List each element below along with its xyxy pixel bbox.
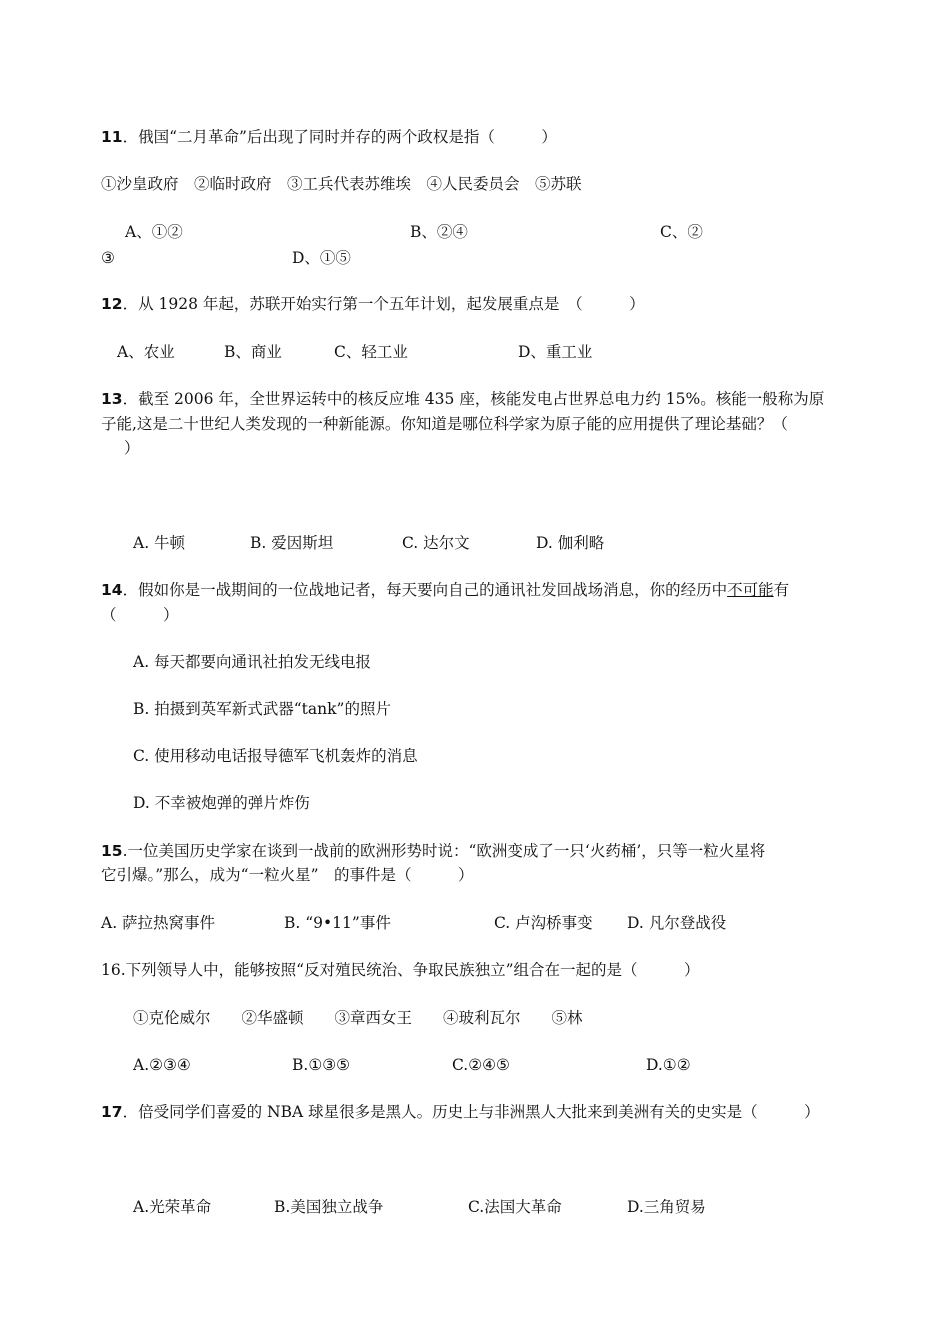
option-d: D. 凡尔登战役 (627, 914, 727, 932)
option-d: D.三角贸易 (627, 1198, 706, 1216)
option-d: D、①⑤ (292, 249, 351, 267)
question-14-stem (101, 580, 789, 600)
question-number: 12 (101, 295, 123, 313)
option-d: D、重工业 (518, 343, 593, 361)
option-c: C.②④⑤ (452, 1056, 510, 1074)
option-c: C.法国大革命 (468, 1198, 562, 1216)
option-c: C. 达尔文 (402, 534, 470, 552)
option-a: A. 牛顿 (133, 534, 186, 552)
question-text: ．截至 2006 年，全世界运转中的核反应堆 435 座，核能发电占世界总电力约 15%。核能一般称为原 (122, 390, 825, 408)
option-b: B. 爱因斯坦 (250, 534, 334, 552)
question-17-stem (101, 1102, 820, 1122)
question-12-stem (101, 294, 645, 314)
question-number: 17 (101, 1103, 123, 1121)
question-number: 13 (101, 390, 123, 408)
question-13-paren-close: ） (124, 439, 140, 457)
option-c: C. 使用移动电话报导德军飞机轰炸的消息 (133, 747, 418, 765)
option-b: B. “9•11”事件 (284, 914, 391, 932)
option-d: D. 伽利略 (536, 534, 605, 552)
option-a: A、①② (125, 223, 183, 241)
option-a: A.②③④ (133, 1056, 191, 1074)
question-text-end: 有 (773, 581, 790, 599)
question-text: ．倍受同学们喜爱的 NBA 球星很多是黑人。历史上与非洲黑人大批来到美洲有关的史实是（ ） (122, 1103, 820, 1121)
option-b: B.美国独立战争 (274, 1198, 384, 1216)
question-number: 14 (101, 581, 123, 599)
option-c: C、② (660, 223, 703, 241)
option-b: B.①③⑤ (292, 1056, 351, 1074)
question-13-stem-line-2: 子能,这是二十世纪人类发现的一种新能源。你知道是哪位科学家为原子能的应用提供了理论基础？（ (101, 415, 788, 433)
answer-paren: （ ） (101, 606, 179, 624)
question-16-items: ①克伦威尔 ②华盛顿 ③章西女王 ④玻利瓦尔 ⑤林 (133, 1009, 583, 1027)
underlined-keyword: 不可能 (727, 581, 774, 599)
option-a: A、农业 (117, 343, 175, 361)
question-number: 11 (101, 128, 123, 146)
option-b: B. 拍摄到英军新式武器“tank”的照片 (133, 700, 391, 718)
option-b: B、商业 (224, 343, 282, 361)
option-c: C. 卢沟桥事变 (494, 914, 593, 932)
question-text: ．俄国“二月革命”后出现了同时并存的两个政权是指（ ） (122, 128, 557, 146)
question-text: .一位美国历史学家在谈到一战前的欧洲形势时说：“欧洲变成了一只‘火药桶’，只等一粒火星将 (122, 842, 766, 860)
option-c: C、轻工业 (334, 343, 408, 361)
option-a: A.光荣革命 (133, 1198, 212, 1216)
question-16-stem: 16.下列领导人中，能够按照“反对殖民统治、争取民族独立”组合在一起的是（ ） (101, 961, 700, 979)
option-d: D.①② (646, 1056, 691, 1074)
question-number: 15 (101, 842, 123, 860)
question-text: ．假如你是一战期间的一位战地记者，每天要向自己的通讯社发回战场消息，你的经历中 (122, 581, 728, 599)
question-13-stem-line-1 (101, 389, 824, 409)
question-15-stem-line-1 (101, 841, 765, 861)
option-d: D. 不幸被炮弹的弹片炸伤 (133, 794, 310, 812)
option-b: B、②④ (410, 223, 468, 241)
option-a: A. 萨拉热窝事件 (101, 914, 216, 932)
option-a: A. 每天都要向通讯社拍发无线电报 (133, 653, 372, 671)
question-11-stem (101, 127, 557, 147)
question-text: ．从 1928 年起，苏联开始实行第一个五年计划，起发展重点是 （ ） (122, 295, 645, 313)
question-11-items: ①沙皇政府 ②临时政府 ③工兵代表苏维埃 ④人民委员会 ⑤苏联 (101, 175, 582, 193)
question-15-stem-line-2: 它引爆。”那么，成为“一粒火星” 的事件是（ ） (101, 866, 474, 884)
option-c-continued: ③ (101, 249, 115, 267)
